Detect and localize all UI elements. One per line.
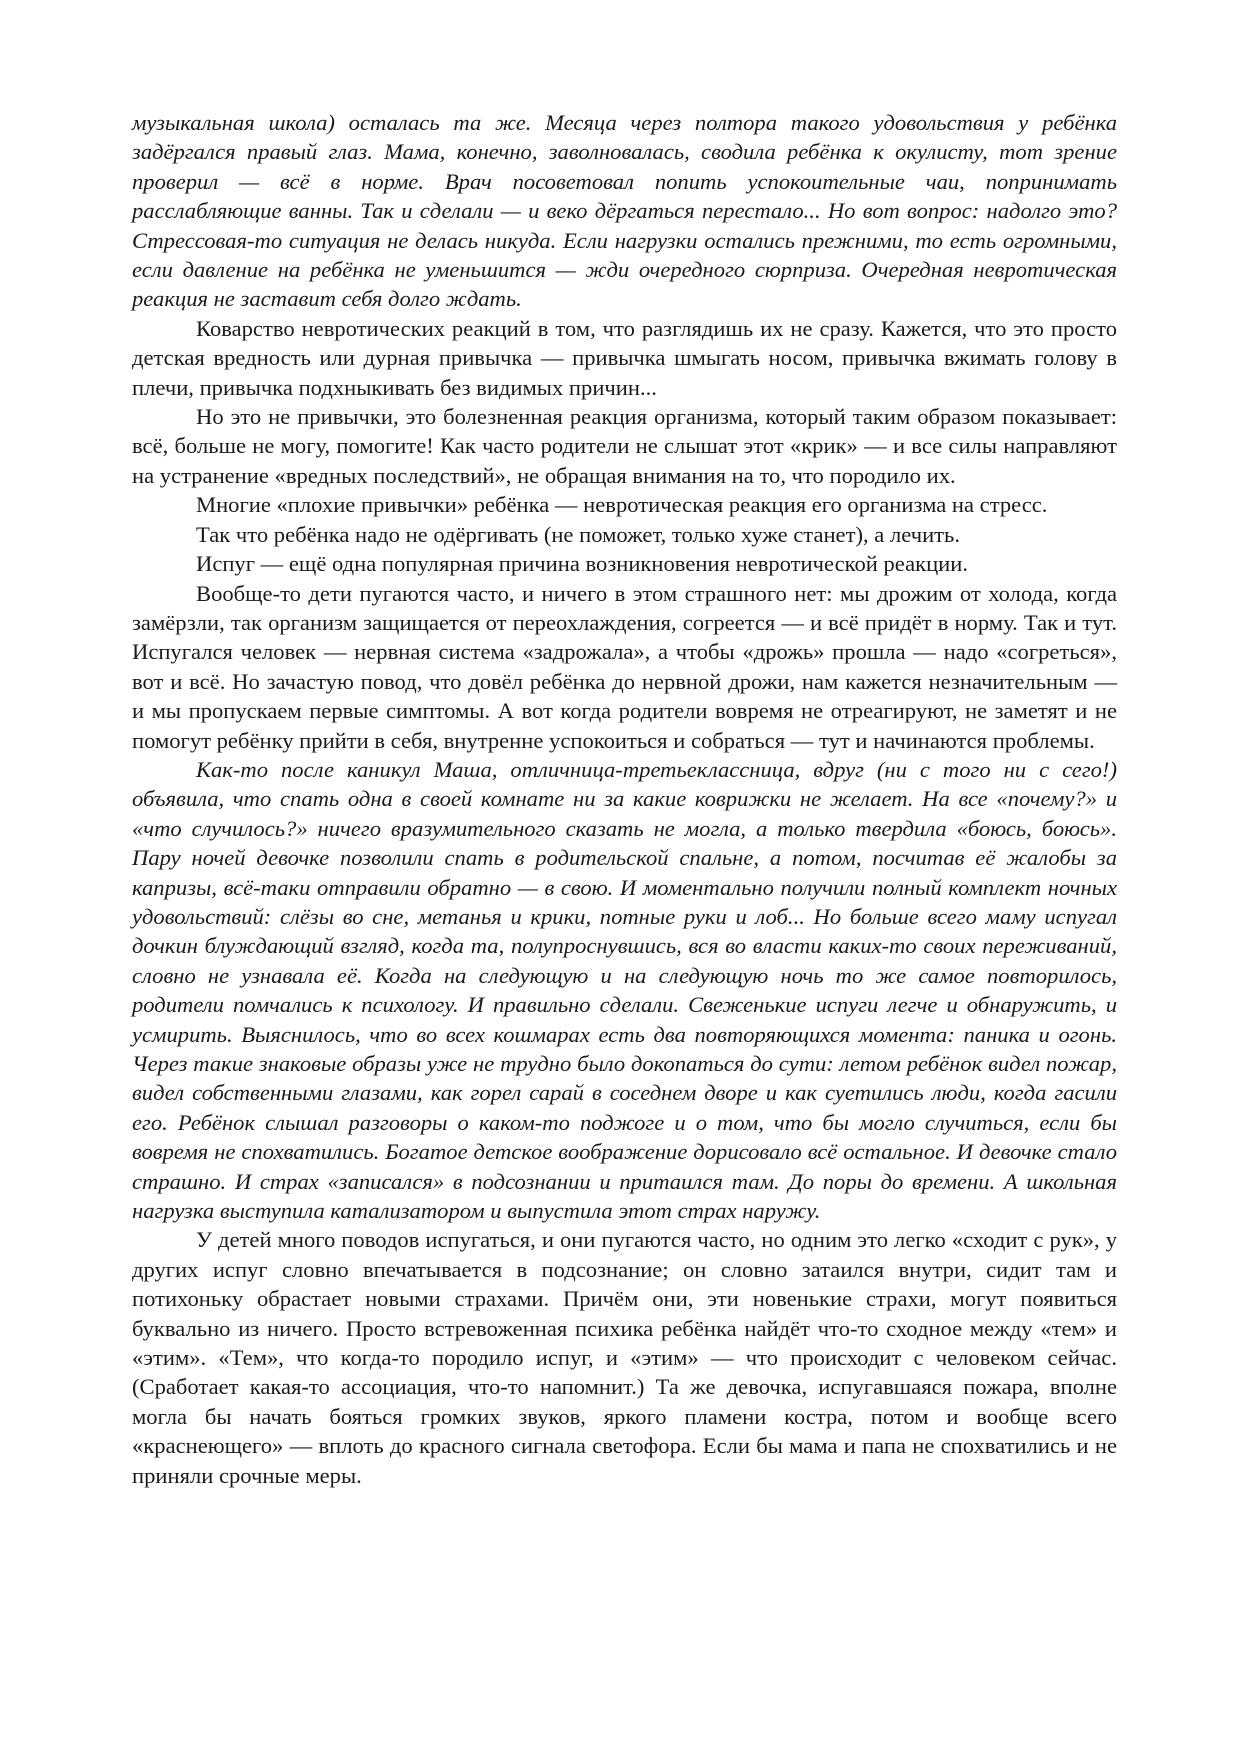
paragraph: Коварство невротических реакций в том, что разглядишь их не сразу. Кажется, что это просто детская вредность или дурная привычка — привычка шмыгать носом, привычка вжимать голову в плечи, привычка подхныкивать без видимых причин... xyxy=(132,315,1117,400)
paragraph: Вообще-то дети пугаются часто, и ничего в этом страшного нет: мы дрожим от холода, когда замёрзли, так организм защищается от переохлаждения, согреется — и всё придёт в норму. Так и тут. Испугался человек — нервная система «задрожала», а чтобы «дрожь» прошла — надо «согреться», вот и всё. Но зачастую повод, что довёл ребёнка до нервной дрожи, нам кажется незначительным — и мы пропускаем первые симптомы. А вот когда родители вовремя не отреагируют, не заметят и не помогут ребёнку прийти в себя, внутренне успокоиться и собраться — тут и начинаются проблемы. xyxy=(132,580,1117,753)
paragraph: Но это не привычки, это болезненная реакция организма, который таким образом показывает: всё, больше не могу, помогите! Как часто родители не слышат этот «крик» — и все силы направляют на устранение «вредных последствий», не обращая внимания на то, что породило их. xyxy=(132,404,1117,488)
paragraph: У детей много поводов испугаться, и они пугаются часто, но одним это легко «сходит с рук», у других испуг словно впечатывается в подсознание; он словно затаился внутри, сидит там и потихоньку обрастает новыми страхами. Причём они, эти новенькие страхи, могут появиться буквально из ничего. Просто встревоженная психика ребёнка найдёт что-то сходное между «тем» и «этим». «Тем», что когда-то породило испуг, и «этим» — что происходит с человеком сейчас. (Сработает какая-то ассоциация, что-то напомнит.) Та же девочка, испугавшаяся пожара, вполне могла бы начать бояться громких звуков, яркого пламени костра, потом и вообще всего «краснеющего» — вплоть до красного сигнала светофора. Если бы мама и папа не спохватились и не приняли срочные меры. xyxy=(132,1227,1117,1488)
paragraph-continuation: музыкальная школа) осталась та же. Месяца через полтора такого удовольствия у ребёнка задёргался правый глаз. Мама, конечно, заволновалась, сводила ребёнка к окулисту, тот зрение проверил — всё в норме. Врач посоветовал попить успокоительные чаи, попринимать расслабляющие ванны. Так и сделали — и веко дёргаться перестало... Но вот вопрос: надолго это? Стрессовая-то ситуация не делась никуда. Если нагрузки остались прежними, то есть огромными, если давление на ребёнка не уменьшится — жди очередного сюрприза. Очередная невротическая реакция не заставит себя долго ждать. xyxy=(132,110,1117,312)
document-page xyxy=(132,108,1117,1490)
paragraph-example-story: Как-то после каникул Маша, отличница-третьеклассница, вдруг (ни с того ни с сего!) объявила, что спать одна в своей комнате ни за какие коврижки не желает. На все «почему?» и «что случилось?» ничего вразумительного сказать не могла, а только твердила «боюсь, боюсь». Пару ночей девочке позволили спать в родительской спальне, а потом, посчитав её жалобы за капризы, всё-таки отправили обратно — в свою. И моментально получили полный комплект ночных удовольствий: слёзы во сне, метанья и крики, потные руки и лоб... Но больше всего маму испугал дочкин блуждающий взгляд, когда та, полупроснувшись, вся во власти каких-то своих переживаний, словно не узнавала её. Когда на следующую и на следующую ночь то же самое повторилось, родители помчались к психологу. И правильно сделали. Свеженькие испуги легче и обнаружить, и усмирить. Выяснилось, что во всех кошмарах есть два повторяющихся момента: паника и огонь. Через такие знаковые образы уже не трудно было докопаться до сути: летом ребёнок видел пожар, видел собственными глазами, как горел сарай в соседнем дворе и как суетились люди, когда гасили его. Ребёнок слышал разговоры о каком-то поджоге и о том, что бы могло случиться, если бы вовремя не спохватились. Богатое детское воображение дорисовало всё остальное. И девочке стало страшно. И страх «записался» в подсознании и притаился там. До поры до времени. А школьная нагрузка выступила катализатором и выпустила этот страх наружу. xyxy=(132,756,1117,1224)
paragraph: Многие «плохие привычки» ребёнка — невротическая реакция его организма на стресс. xyxy=(196,492,1048,518)
paragraph: Так что ребёнка надо не одёргивать (не поможет, только хуже станет), а лечить. xyxy=(196,521,960,547)
paragraph: Испуг — ещё одна популярная причина возникновения невротической реакции. xyxy=(196,551,969,577)
